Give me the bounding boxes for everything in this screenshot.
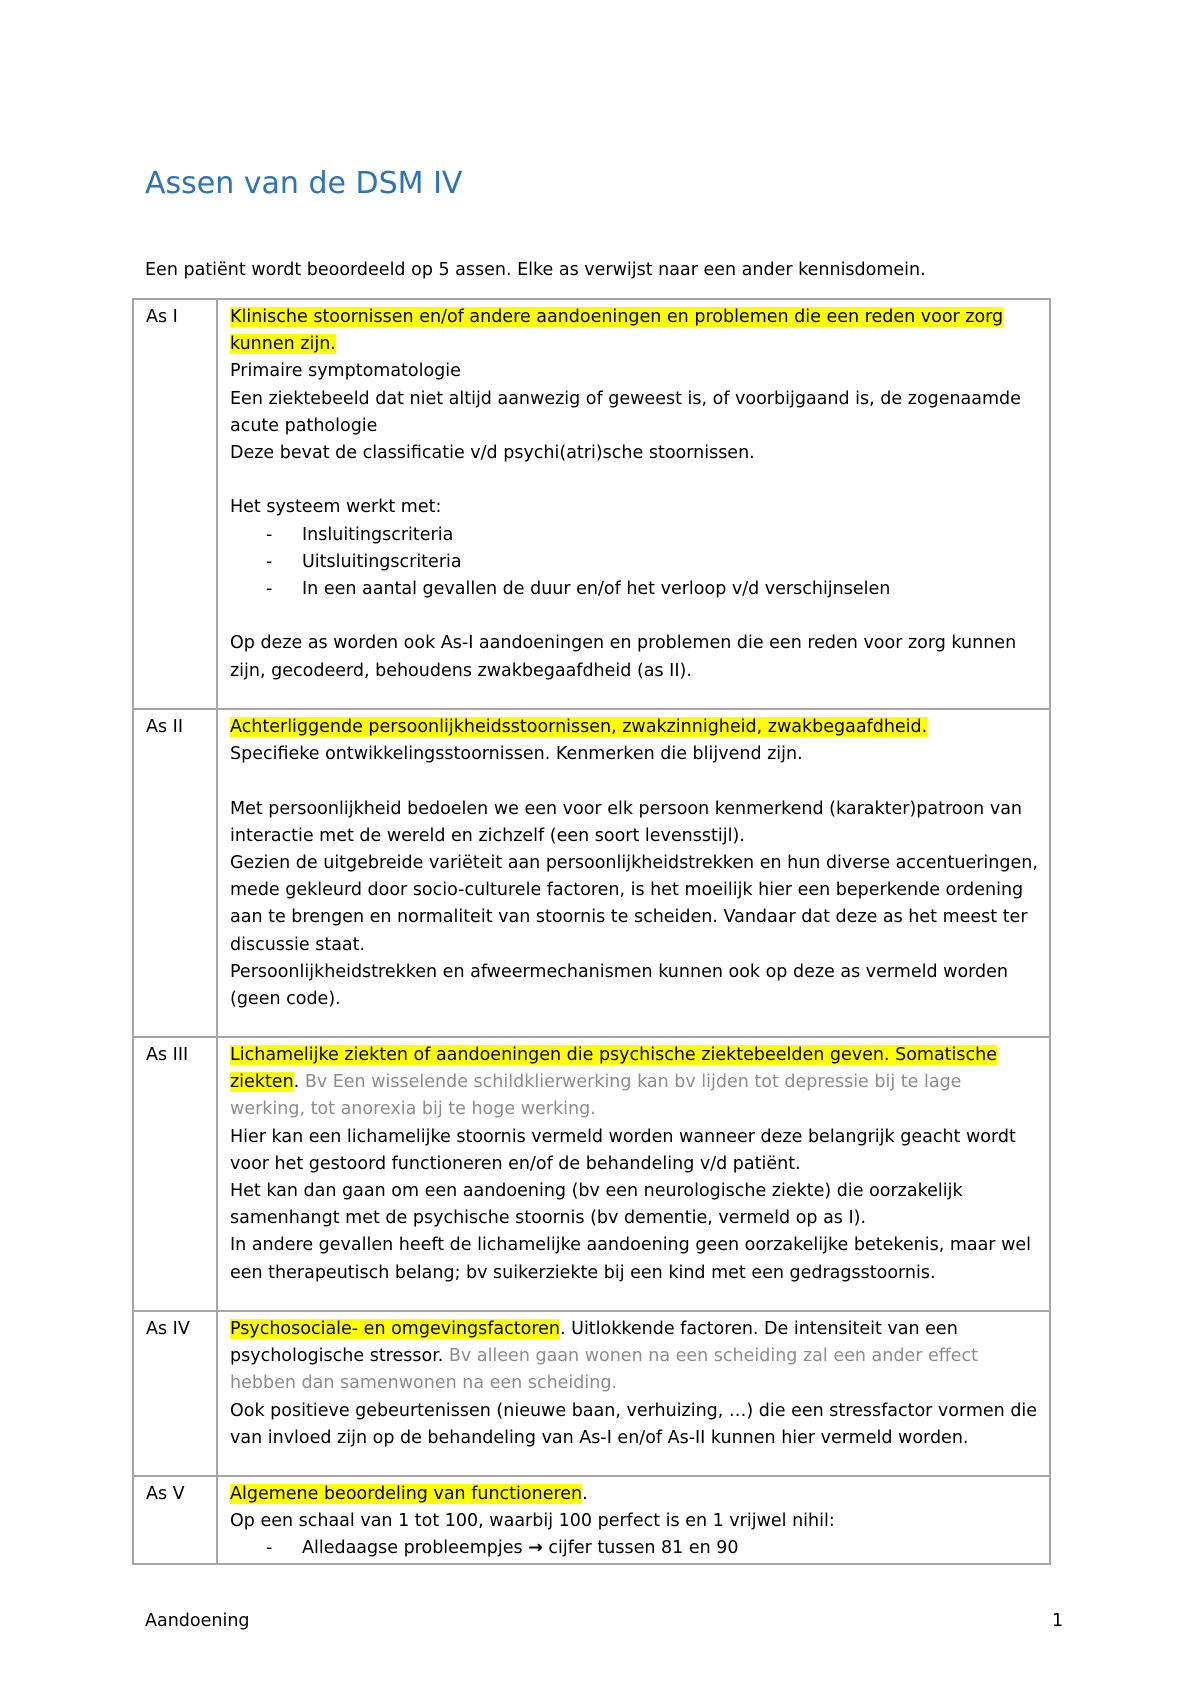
text-line: In andere gevallen heeft de lichamelijke aandoening geen oorzakelijke betekenis, maar wel een therapeutisch belang; bv suikerziekte bij een kind met een gedragsstoornis.: [230, 1235, 1032, 1283]
highlighted-heading: Klinische stoornissen en/of andere aandoeningen en problemen die een reden voor zorg kunnen zijn.: [230, 307, 1004, 355]
table-row-as-4: [133, 1311, 1050, 1476]
table-row-as-3: [133, 1037, 1050, 1311]
text-inline: . Uitlokkende factoren. De intensiteit van een psychologische stressor.: [230, 1319, 958, 1367]
highlighted-heading: Psychosociale- en omgevingsfactoren: [230, 1319, 561, 1339]
text-line: Gezien de uitgebreide variëteit aan persoonlijkheidstrekken en hun diverse accentueringen, mede gekleurd door socio-culturele factoren, is het moeilijk hier een beperkende ordening aan te brengen en normaliteit van stoornis te scheiden. Vandaar dat deze as het meest ter discussie staat.: [230, 853, 1038, 955]
axis-content: [217, 1476, 1050, 1564]
axis-content: [217, 709, 1050, 1037]
table-row-as-2: [133, 709, 1050, 1037]
axis-content: [217, 1311, 1050, 1476]
list-item-text: Alledaagse probleempjes: [302, 1538, 529, 1559]
intro-paragraph: Een patiënt wordt beoordeeld op 5 assen. Elke as verwijst naar een ander kennisdomein.: [145, 260, 926, 280]
text-line: Met persoonlijkheid bedoelen we een voor elk persoon kenmerkend (karakter)patroon van interactie met de wereld en zichzelf (een soort levensstijl).: [230, 798, 1023, 846]
text-line: Specifieke ontwikkelingsstoornissen. Kenmerken die blijvend zijn.: [230, 744, 803, 765]
table-row-as-5: [133, 1476, 1050, 1564]
text-line: Het kan dan gaan om een aandoening (bv een neurologische ziekte) die oorzakelijk samenhangt met de psychische stoornis (bv dementie, vermeld op as I).: [230, 1181, 963, 1229]
axis-content: [217, 1037, 1050, 1311]
highlighted-heading: Lichamelijke ziekten of aandoeningen die psychische ziektebeelden geven. Somatische ziekten: [230, 1045, 997, 1093]
table-row-as-1: [133, 299, 1050, 709]
footer-label: Aandoening: [145, 1611, 250, 1631]
axis-label: As III: [133, 1037, 217, 1311]
arrow-right-icon: →: [528, 1538, 543, 1559]
axis-label: As II: [133, 709, 217, 1037]
text-line: Op deze as worden ook As-I aandoeningen en problemen die een reden voor zorg kunnen zijn, gecodeerd, behoudens zwakbegaafdheid (as II).: [230, 633, 1017, 681]
criteria-list: [230, 522, 1039, 604]
highlighted-heading: Achterliggende persoonlijkheidsstoornissen, zwakzinnigheid, zwakbegaafdheid.: [230, 717, 928, 737]
page-number: 1: [1052, 1611, 1064, 1631]
list-item: [230, 1535, 1039, 1562]
example-text: Bv Een wisselende schildklierwerking kan bv lijden tot depressie bij te lage werking, tot anorexia bij te hoge werking.: [230, 1072, 962, 1120]
text-line: Deze bevat de classificatie v/d psychi(atri)sche stoornissen.: [230, 443, 755, 464]
axes-table: [132, 298, 1051, 1565]
list-item: - In een aantal gevallen de duur en/of het verloop v/d verschijnselen: [230, 576, 1039, 603]
list-item-text: cijfer tussen 81 en 90: [542, 1538, 739, 1559]
text-inline: .: [582, 1484, 588, 1504]
text-line: Persoonlijkheidstrekken en afweermechanismen kunnen ook op deze as vermeld worden (geen code).: [230, 961, 1009, 1010]
axis-content: [217, 299, 1050, 709]
example-text: Bv alleen gaan wonen na een scheiding zal een ander effect hebben dan samenwonen na een scheiding.: [230, 1346, 979, 1394]
axis-label: As I: [133, 299, 217, 709]
text-line: Op een schaal van 1 tot 100, waarbij 100 perfect is en 1 vrijwel nihil:: [230, 1511, 835, 1532]
text-inline: .: [293, 1072, 300, 1093]
page-title: Assen van de DSM IV: [145, 166, 463, 201]
text-line: Het systeem werkt met:: [230, 497, 442, 518]
text-line: Hier kan een lichamelijke stoornis vermeld worden wanneer deze belangrijk geacht wordt voor het gestoord functioneren en/of de behandeling v/d patiënt.: [230, 1126, 1016, 1174]
text-line: Ook positieve gebeurtenissen (nieuwe baan, verhuizing, …) die een stressfactor vormen die van invloed zijn op de behandeling van As-I en/of As-II kunnen hier vermeld worden.: [230, 1400, 1038, 1448]
axis-label: As IV: [133, 1311, 217, 1476]
axis-label: As V: [133, 1476, 217, 1564]
text-line: Een ziektebeeld dat niet altijd aanwezig of geweest is, of voorbijgaand is, de zogenaamde acute pathologie: [230, 388, 1021, 436]
highlighted-heading: Algemene beoordeling van functioneren: [230, 1484, 583, 1504]
list-item: - Uitsluitingscriteria: [230, 549, 1039, 576]
score-list: [230, 1535, 1039, 1562]
text-line: Primaire symptomatologie: [230, 361, 461, 382]
list-item: - Insluitingscriteria: [230, 522, 1039, 549]
